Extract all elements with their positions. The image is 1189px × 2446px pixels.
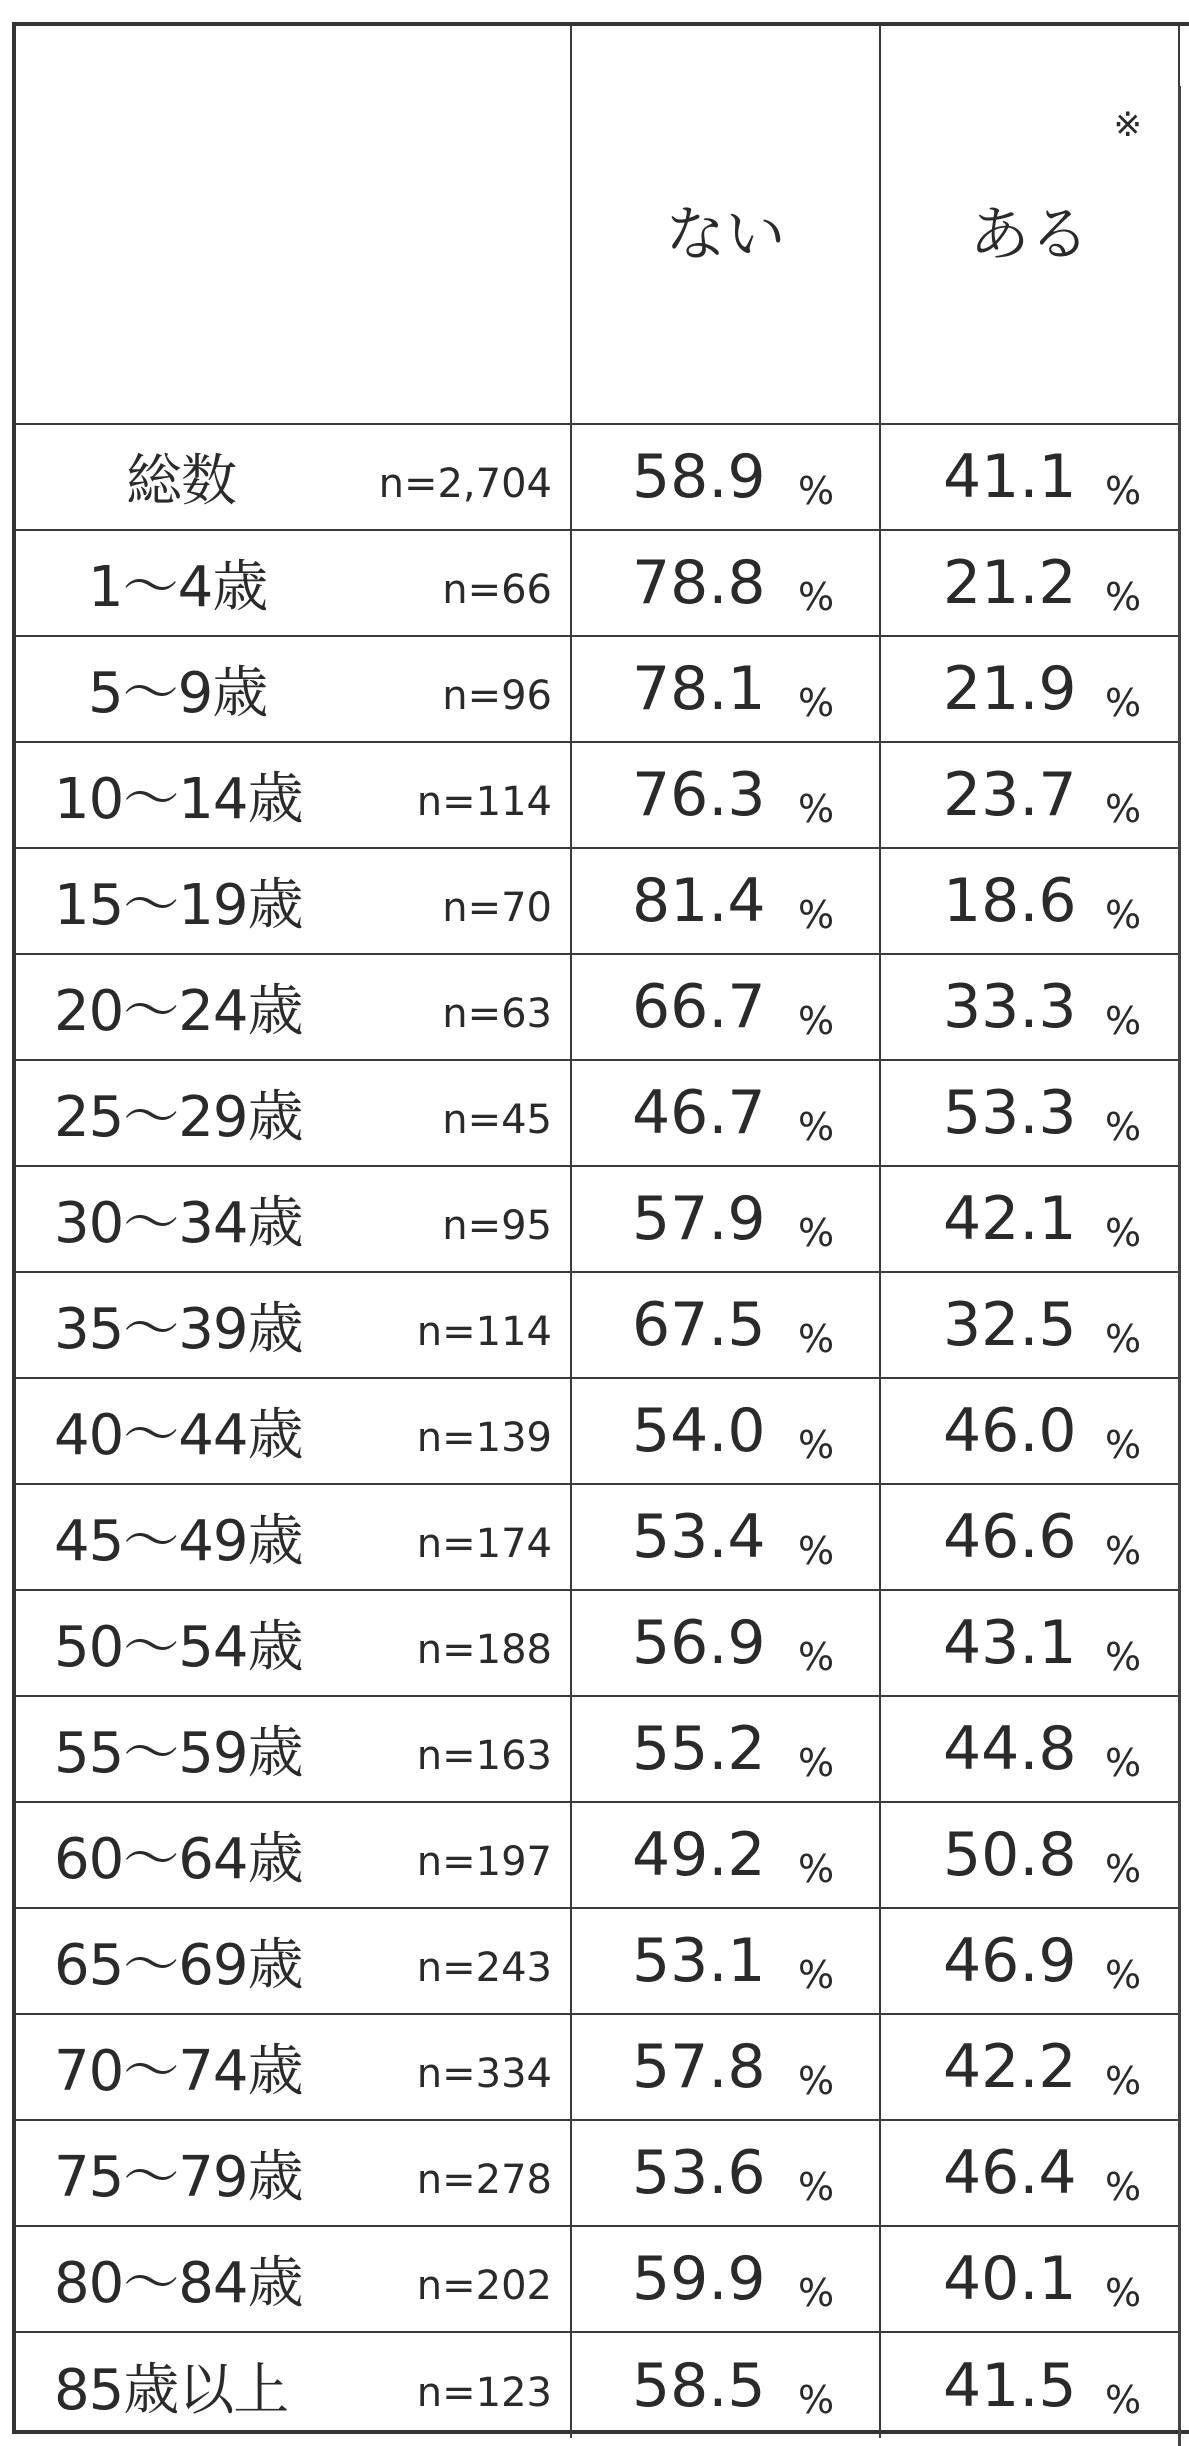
age-group-label: 75〜79歳 xyxy=(54,2145,303,2210)
percent-unit: % xyxy=(1105,999,1142,1044)
sample-size-label: n=114 xyxy=(416,1308,552,1355)
age-label-cell xyxy=(16,1908,571,2014)
age-label-cell xyxy=(16,742,571,848)
table-row xyxy=(16,2332,1179,2438)
nai-value: 53.6 xyxy=(632,2138,766,2208)
percent-unit: % xyxy=(798,1211,835,1256)
data-table xyxy=(16,26,1180,2438)
nai-value-cell xyxy=(571,530,880,636)
nai-value-cell xyxy=(571,954,880,1060)
age-group-label: 65〜69歳 xyxy=(54,1933,303,1998)
aru-value-cell xyxy=(880,1802,1179,1908)
nai-value: 56.9 xyxy=(632,1608,766,1678)
document-sheet xyxy=(12,22,1189,2434)
table-row xyxy=(16,2120,1179,2226)
nai-value-cell xyxy=(571,1696,880,1802)
nai-value: 67.5 xyxy=(632,1290,766,1360)
sample-size-label: n=163 xyxy=(416,1732,552,1779)
percent-unit: % xyxy=(1105,575,1142,620)
age-group-label: 10〜14歳 xyxy=(54,767,303,832)
sample-size-label: n=243 xyxy=(416,1944,552,1991)
sample-size-label: n=96 xyxy=(442,672,552,719)
percent-unit: % xyxy=(1105,681,1142,726)
age-group-label: 85歳以上 xyxy=(54,2357,289,2423)
percent-unit: % xyxy=(798,1635,835,1680)
aru-value: 50.8 xyxy=(943,1820,1077,1890)
age-group-label: 45〜49歳 xyxy=(54,1509,303,1574)
nai-value-cell xyxy=(571,1590,880,1696)
nai-value-cell xyxy=(571,2226,880,2332)
percent-unit: % xyxy=(1105,2165,1142,2210)
table-row xyxy=(16,1484,1179,1590)
percent-unit: % xyxy=(1105,1423,1142,1468)
percent-unit: % xyxy=(1105,1635,1142,1680)
age-group-label: 15〜19歳 xyxy=(54,873,303,938)
percent-unit: % xyxy=(798,999,835,1044)
table-row xyxy=(16,1908,1179,2014)
sample-size-label: n=114 xyxy=(416,778,552,825)
age-group-label: 55〜59歳 xyxy=(54,1721,303,1786)
age-group-label: 40〜44歳 xyxy=(54,1403,303,1468)
age-group-label: 70〜74歳 xyxy=(54,2039,303,2104)
aru-value-cell xyxy=(880,636,1179,742)
sample-size-label: n=95 xyxy=(442,1202,552,1249)
age-group-label: 総数 xyxy=(126,449,236,514)
nai-value-cell xyxy=(571,1484,880,1590)
nai-value: 57.9 xyxy=(632,1184,766,1254)
percent-unit: % xyxy=(1105,787,1142,832)
percent-unit: % xyxy=(1105,469,1142,514)
aru-value: 46.9 xyxy=(943,1926,1077,1996)
percent-unit: % xyxy=(1105,1529,1142,1574)
table-row xyxy=(16,1802,1179,1908)
sample-size-label: n=139 xyxy=(416,1414,552,1461)
aru-value: 42.2 xyxy=(943,2032,1077,2102)
percent-unit: % xyxy=(1105,1741,1142,1786)
percent-unit: % xyxy=(1105,1847,1142,1892)
age-group-label: 60〜64歳 xyxy=(54,1827,303,1892)
percent-unit: % xyxy=(1105,1211,1142,1256)
age-label-cell xyxy=(16,1696,571,1802)
age-label-cell xyxy=(16,954,571,1060)
table-row xyxy=(16,742,1179,848)
sample-size-label: n=66 xyxy=(442,566,552,613)
aru-value: 21.9 xyxy=(943,654,1077,724)
age-label-cell xyxy=(16,1166,571,1272)
nai-value-cell xyxy=(571,1060,880,1166)
aru-value: 21.2 xyxy=(943,548,1077,618)
aru-value: 46.0 xyxy=(943,1396,1077,1466)
sample-size-label: n=70 xyxy=(442,884,552,931)
aru-value: 23.7 xyxy=(943,760,1077,830)
header-row xyxy=(16,26,1179,424)
percent-unit: % xyxy=(798,2271,835,2316)
sample-size-label: n=188 xyxy=(416,1626,552,1673)
percent-unit: % xyxy=(798,1529,835,1574)
table-row xyxy=(16,1166,1179,1272)
nai-value: 76.3 xyxy=(632,760,766,830)
percent-unit: % xyxy=(798,1105,835,1150)
sample-size-label: n=202 xyxy=(416,2262,552,2309)
nai-value: 58.5 xyxy=(632,2350,766,2421)
age-group-label: 35〜39歳 xyxy=(54,1297,303,1362)
sample-size-label: n=63 xyxy=(442,990,552,1037)
sample-size-label: n=278 xyxy=(416,2156,552,2203)
nai-value: 81.4 xyxy=(632,866,766,936)
sample-size-label: n=123 xyxy=(416,2369,552,2416)
nai-value-cell xyxy=(571,1908,880,2014)
aru-value-cell xyxy=(880,2332,1179,2438)
age-group-label: 30〜34歳 xyxy=(54,1191,303,1256)
percent-unit: % xyxy=(798,893,835,938)
percent-unit: % xyxy=(798,1741,835,1786)
aru-value-cell xyxy=(880,2226,1179,2332)
sample-size-label: n=45 xyxy=(442,1096,552,1143)
header-nai: ない xyxy=(665,199,786,270)
header-aru-cell xyxy=(880,26,1179,424)
age-group-label: 25〜29歳 xyxy=(54,1085,303,1150)
nai-value-cell xyxy=(571,1272,880,1378)
age-label-cell xyxy=(16,636,571,742)
aru-value-cell xyxy=(880,1696,1179,1802)
table-row xyxy=(16,1272,1179,1378)
aru-value: 43.1 xyxy=(943,1608,1077,1678)
percent-unit: % xyxy=(798,1953,835,1998)
aru-value-cell xyxy=(880,848,1179,954)
percent-unit: % xyxy=(798,1423,835,1468)
table-row xyxy=(16,424,1179,530)
nai-value-cell xyxy=(571,848,880,954)
age-label-cell xyxy=(16,2332,571,2438)
aru-value: 33.3 xyxy=(943,972,1077,1042)
age-group-label: 20〜24歳 xyxy=(54,979,303,1044)
percent-unit: % xyxy=(798,2377,835,2422)
aru-value-cell xyxy=(880,954,1179,1060)
header-aru: ある xyxy=(969,199,1090,270)
table-row xyxy=(16,1590,1179,1696)
percent-unit: % xyxy=(798,2059,835,2104)
nai-value: 58.9 xyxy=(632,442,766,512)
aru-value: 41.1 xyxy=(943,442,1077,512)
percent-unit: % xyxy=(1105,2059,1142,2104)
age-label-cell xyxy=(16,530,571,636)
age-label-cell xyxy=(16,1272,571,1378)
nai-value: 53.1 xyxy=(632,1926,766,1996)
aru-value-cell xyxy=(880,1378,1179,1484)
table-row xyxy=(16,848,1179,954)
sample-size-label: n=2,704 xyxy=(378,460,552,507)
nai-value: 46.7 xyxy=(632,1078,766,1148)
aru-value: 32.5 xyxy=(943,1290,1077,1360)
aru-value-cell xyxy=(880,424,1179,530)
age-label-cell xyxy=(16,848,571,954)
nai-value-cell xyxy=(571,742,880,848)
percent-unit: % xyxy=(1105,1317,1142,1362)
nai-value: 49.2 xyxy=(632,1820,766,1890)
aru-value: 44.8 xyxy=(943,1714,1077,1784)
age-label-cell xyxy=(16,1378,571,1484)
age-label-cell xyxy=(16,2014,571,2120)
aru-value-cell xyxy=(880,742,1179,848)
age-group-label: 80〜84歳 xyxy=(54,2251,303,2316)
age-label-cell xyxy=(16,1590,571,1696)
age-group-label: 1〜4歳 xyxy=(88,555,268,620)
table-row xyxy=(16,954,1179,1060)
nai-value-cell xyxy=(571,424,880,530)
table-row xyxy=(16,2226,1179,2332)
table-row xyxy=(16,1378,1179,1484)
nai-value: 66.7 xyxy=(632,972,766,1042)
nai-value: 54.0 xyxy=(632,1396,766,1466)
nai-value-cell xyxy=(571,2120,880,2226)
nai-value: 53.4 xyxy=(632,1502,766,1572)
percent-unit: % xyxy=(798,681,835,726)
nai-value: 59.9 xyxy=(632,2244,766,2314)
aru-value-cell xyxy=(880,1908,1179,2014)
aru-value-cell xyxy=(880,1166,1179,1272)
aru-value: 41.5 xyxy=(943,2350,1077,2421)
aru-value: 40.1 xyxy=(943,2244,1077,2314)
table-row xyxy=(16,2014,1179,2120)
header-nai-cell xyxy=(571,26,880,424)
table-row xyxy=(16,1696,1179,1802)
nai-value: 78.8 xyxy=(632,548,766,618)
nai-value: 78.1 xyxy=(632,654,766,724)
aru-value: 53.3 xyxy=(943,1078,1077,1148)
table-row xyxy=(16,1060,1179,1166)
age-label-cell xyxy=(16,2120,571,2226)
percent-unit: % xyxy=(798,1847,835,1892)
percent-unit: % xyxy=(1105,2377,1142,2422)
aru-value-cell xyxy=(880,2014,1179,2120)
nai-value-cell xyxy=(571,2014,880,2120)
nai-value-cell xyxy=(571,636,880,742)
right-edge-rule xyxy=(1178,86,1181,2446)
table-row xyxy=(16,530,1179,636)
aru-value-cell xyxy=(880,1484,1179,1590)
nai-value: 55.2 xyxy=(632,1714,766,1784)
aru-value: 46.4 xyxy=(943,2138,1077,2208)
aru-value-cell xyxy=(880,530,1179,636)
age-label-cell xyxy=(16,424,571,530)
age-group-label: 5〜9歳 xyxy=(88,661,268,726)
percent-unit: % xyxy=(1105,1953,1142,1998)
nai-value: 57.8 xyxy=(632,2032,766,2102)
percent-unit: % xyxy=(1105,2271,1142,2316)
percent-unit: % xyxy=(798,2165,835,2210)
aru-value: 18.6 xyxy=(943,866,1077,936)
percent-unit: % xyxy=(798,787,835,832)
age-label-cell xyxy=(16,1802,571,1908)
aru-value-cell xyxy=(880,2120,1179,2226)
aru-value: 46.6 xyxy=(943,1502,1077,1572)
aru-value-cell xyxy=(880,1060,1179,1166)
nai-value-cell xyxy=(571,1378,880,1484)
percent-unit: % xyxy=(798,575,835,620)
percent-unit: % xyxy=(798,469,835,514)
nai-value-cell xyxy=(571,1166,880,1272)
percent-unit: % xyxy=(1105,1105,1142,1150)
sample-size-label: n=197 xyxy=(416,1838,552,1885)
percent-unit: % xyxy=(1105,893,1142,938)
age-label-cell xyxy=(16,1060,571,1166)
age-label-cell xyxy=(16,1484,571,1590)
nai-value-cell xyxy=(571,1802,880,1908)
aru-value-cell xyxy=(880,1590,1179,1696)
sample-size-label: n=334 xyxy=(416,2050,552,2097)
nai-value-cell xyxy=(571,2332,880,2438)
aru-value-cell xyxy=(880,1272,1179,1378)
age-label-cell xyxy=(16,2226,571,2332)
percent-unit: % xyxy=(798,1317,835,1362)
note-mark: ※ xyxy=(1113,104,1142,145)
sample-size-label: n=174 xyxy=(416,1520,552,1567)
age-group-label: 50〜54歳 xyxy=(54,1615,303,1680)
header-empty-cell xyxy=(16,26,571,424)
aru-value: 42.1 xyxy=(943,1184,1077,1254)
table-row xyxy=(16,636,1179,742)
